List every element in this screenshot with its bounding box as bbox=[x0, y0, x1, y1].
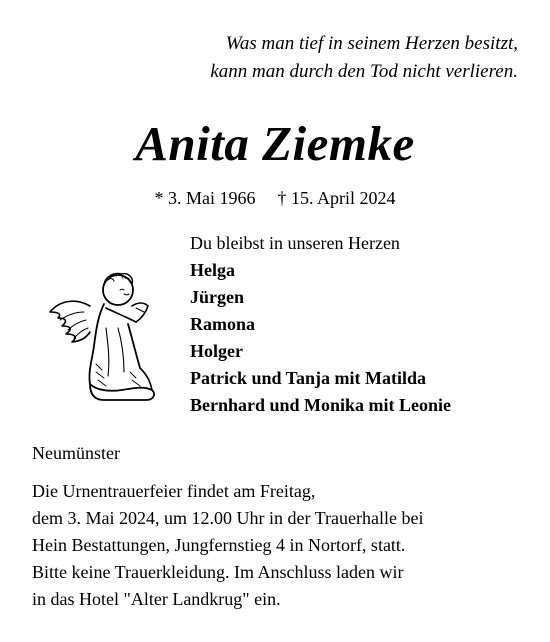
memorial-quote bbox=[210, 30, 518, 86]
mourner-name: Holger bbox=[190, 341, 243, 361]
quote-line-2: kann man durch den Tod nicht verlieren. bbox=[210, 61, 518, 82]
mourner-name: Bernhard und Monika mit Leonie bbox=[190, 395, 452, 415]
mourners-list bbox=[190, 230, 451, 419]
deceased-name: Anita Ziemke bbox=[135, 116, 415, 171]
notice-line: Bitte keine Trauerkleidung. Im Anschluss laden wir bbox=[32, 562, 404, 582]
praying-angel-icon bbox=[44, 268, 160, 404]
notice-line: Die Urnentrauerfeier findet am Freitag, bbox=[32, 481, 316, 501]
life-dates bbox=[0, 186, 550, 210]
mourner-name: Ramona bbox=[190, 314, 256, 334]
death-date: † 15. April 2024 bbox=[277, 188, 396, 208]
place-name: Neumünster bbox=[32, 443, 120, 463]
birth-date: * 3. Mai 1966 bbox=[154, 188, 256, 208]
mourners-intro: Du bleibst in unseren Herzen bbox=[190, 233, 400, 253]
mourner-name: Helga bbox=[190, 260, 235, 280]
quote-line-1: Was man tief in seinem Herzen besitzt, bbox=[225, 33, 518, 54]
mourner-name: Patrick und Tanja mit Matilda bbox=[190, 368, 427, 388]
mourner-name: Jürgen bbox=[190, 287, 244, 307]
service-notice bbox=[32, 478, 423, 613]
notice-line: Hein Bestattungen, Jungfernstieg 4 in Nortorf, statt. bbox=[32, 535, 406, 555]
notice-line: in das Hotel "Alter Landkrug" ein. bbox=[32, 589, 281, 609]
notice-line: dem 3. Mai 2024, um 12.00 Uhr in der Trauerhalle bei bbox=[32, 508, 424, 528]
